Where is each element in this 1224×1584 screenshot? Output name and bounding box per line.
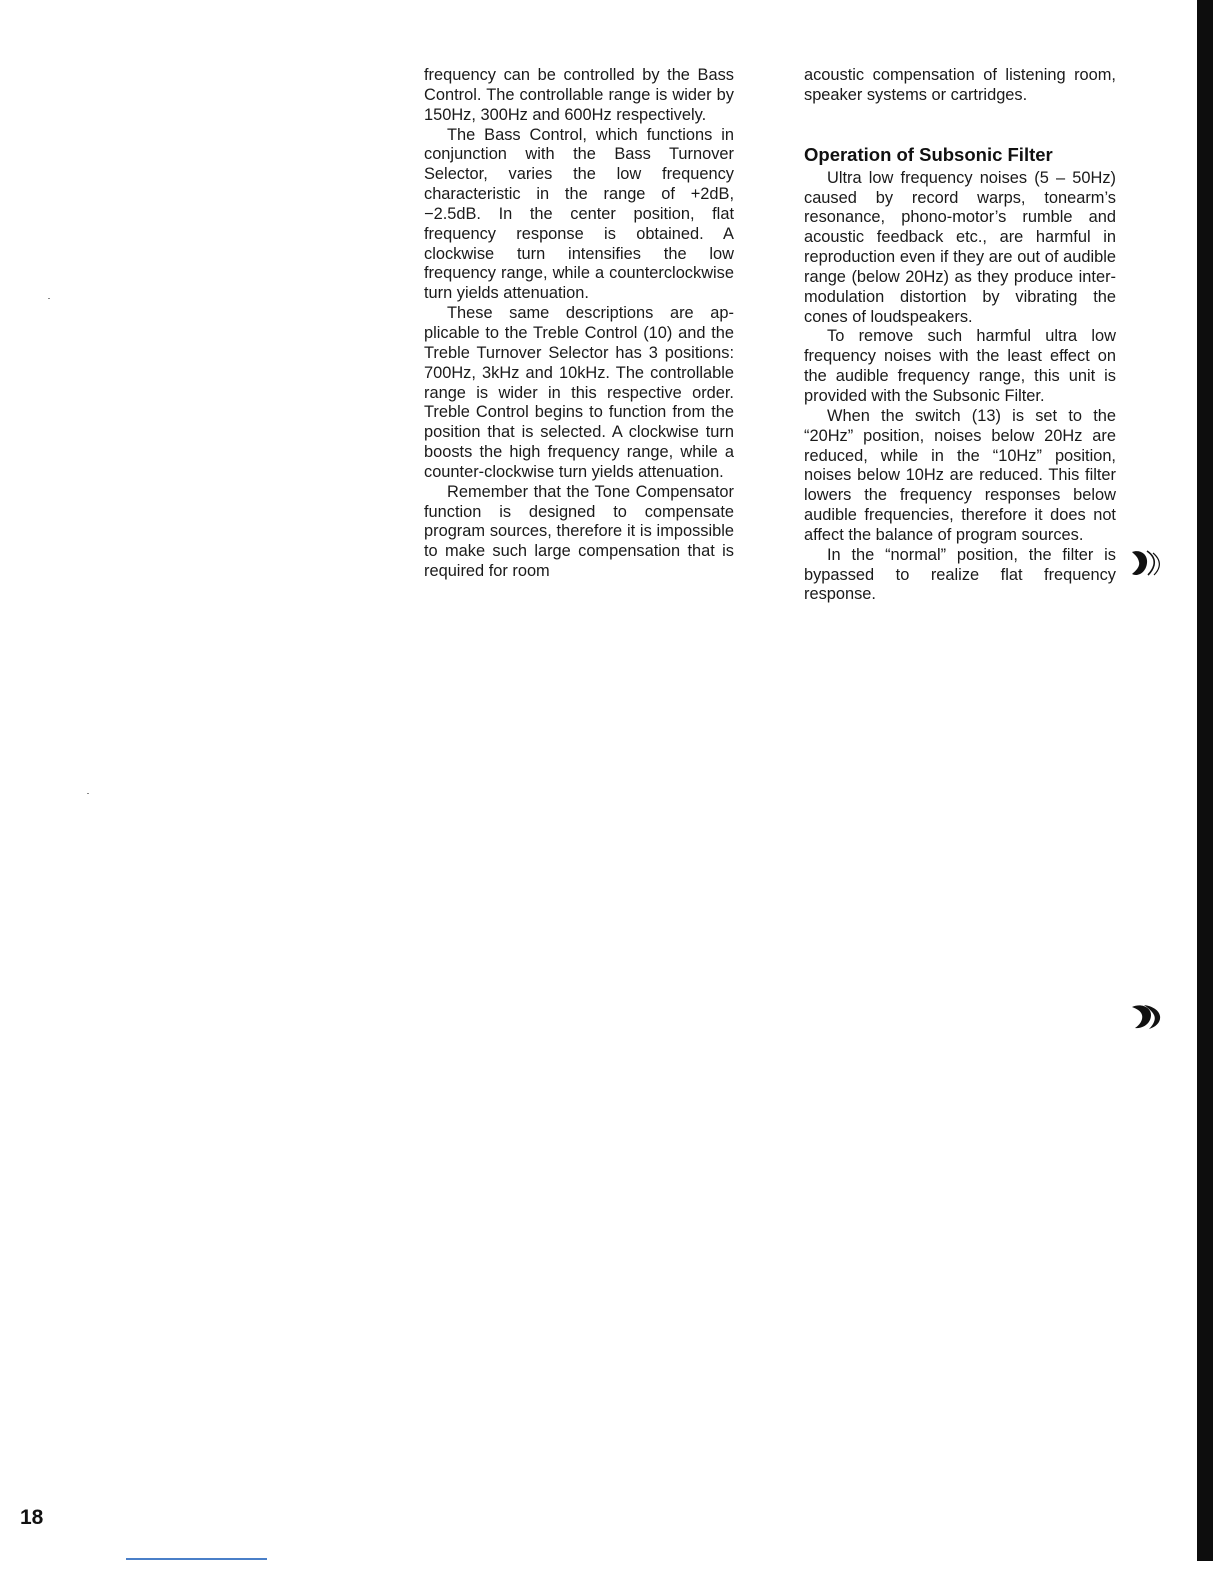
right-paragraph-ultra-low-noise: Ultra low frequency noises (5 – 50Hz) caused by record warps, tonearm’s resonance, phono-motor’s rumble and acoustic feedback etc., are harmful in reproduction even if they are out of audible range (below 20Hz) as they produce inter-modulation distortion by vibrating the cones of loudspeakers. (804, 168, 1116, 326)
section-heading-subsonic-filter: Operation of Subsonic Filter (804, 143, 1053, 165)
bottom-rule (126, 1558, 267, 1560)
left-paragraph-bass-control: The Bass Control, which functions in conjunction with the Bass Turnover Selector, varies the low frequency characteristic in the range of +2dB, −2.5dB. In the center position, flat frequency response is obtained. A clockwise turn intensifies the low frequency range, while a counterclockwise turn yields attenuation. (424, 125, 734, 303)
binding-mark-icon (1129, 999, 1165, 1033)
right-paragraph-normal-position: In the “normal” position, the filter is bypassed to realize flat frequency response. (804, 545, 1116, 604)
right-paragraph-switch-positions: When the switch (13) is set to the “20Hz” position, noises below 20Hz are reduced, while in the “10Hz” position, noises below 10Hz are reduced. This filter lowers the frequency responses below audible frequencies, therefore it does not affect the balance of program sources. (804, 406, 1116, 544)
left-paragraph-tone-compensator: Remember that the Tone Compensator function is designed to compensate program sources, therefore it is impossible to make such large compensation that is required for room (424, 482, 734, 581)
binding-mark-icon (1128, 546, 1164, 580)
page-number: 18 (20, 1506, 44, 1529)
left-paragraph-continued: frequency can be controlled by the Bass Control. The controllable range is wider by 150Hz, 300Hz and 600Hz respectively. (424, 66, 734, 124)
scan-speck (48, 298, 50, 299)
right-paragraph-remove-noise: To remove such harmful ultra low frequency noises with the least effect on the audible frequency range, this unit is provided with the Subsonic Filter. (804, 327, 1116, 405)
right-column (804, 66, 1116, 605)
right-paragraph-continued: acoustic compensation of listening room, speaker systems or cartridges. (804, 66, 1116, 104)
scan-speck (87, 793, 89, 794)
left-paragraph-treble-control: These same descriptions are applicable to the Treble Control (10) and the Treble Turnover Selector has 3 positions: 700Hz, 3kHz and 10kHz. The controllable range is wider in this respective order. Treble Control begins to function from the position that is selected. A clockwise turn boosts the high frequency range, while a counter-clockwise turn yields attenuation. (424, 304, 734, 481)
left-column (424, 66, 734, 582)
scan-edge-bar (1197, 0, 1213, 1561)
